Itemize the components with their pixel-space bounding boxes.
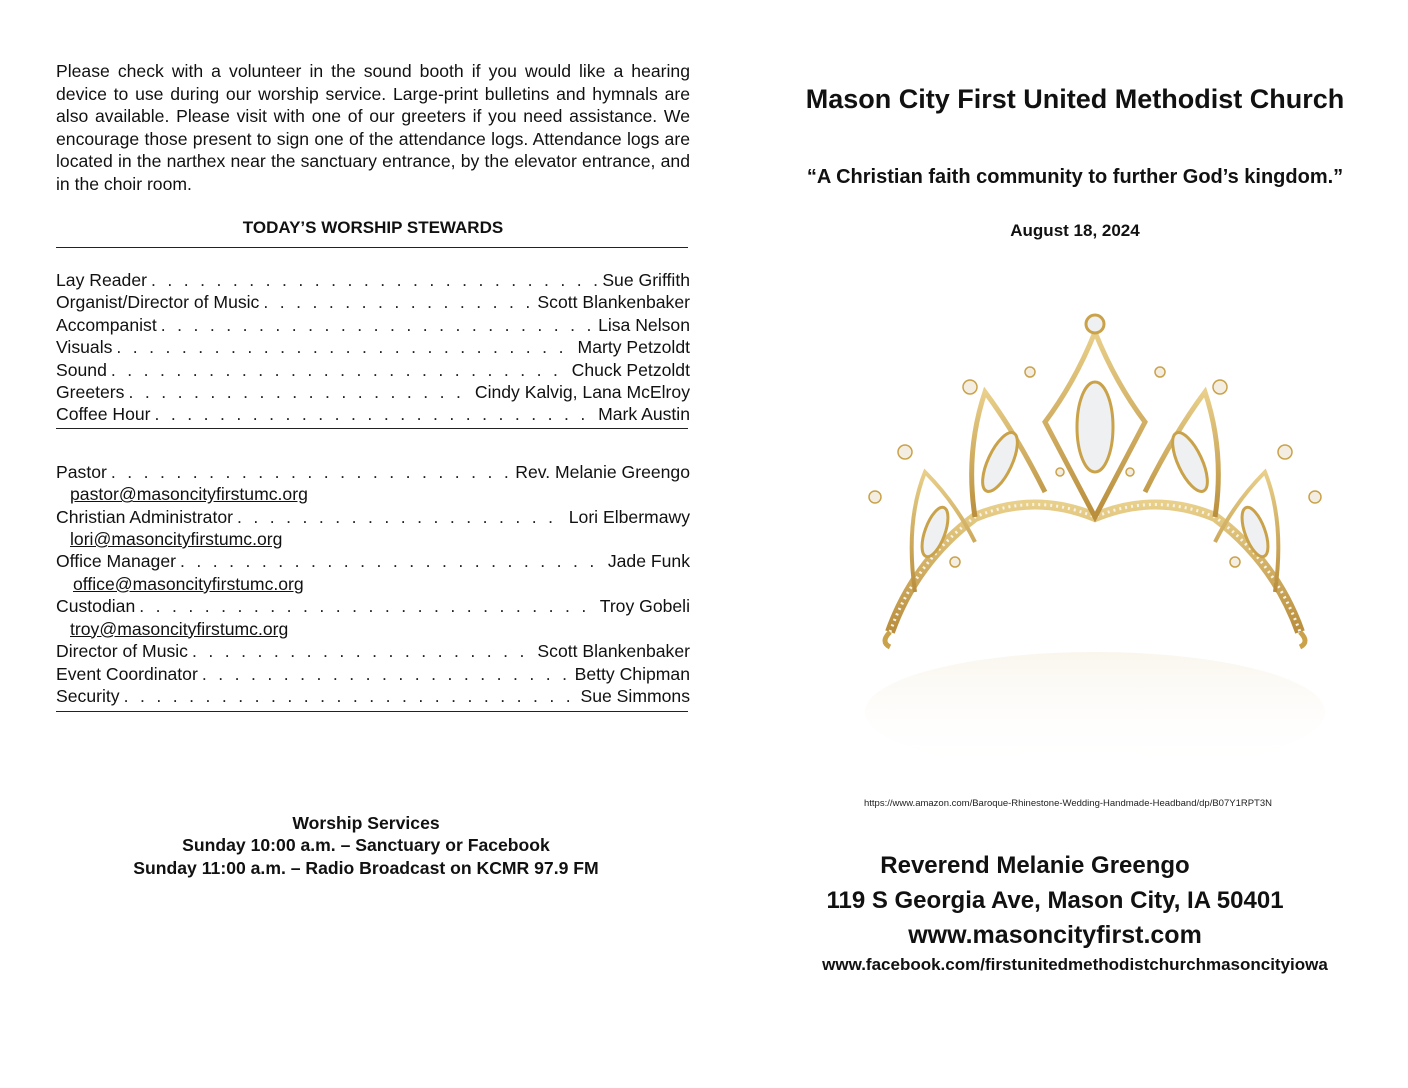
steward-row (56, 314, 690, 336)
staff-role: Office Manager (56, 551, 176, 572)
left-panel (56, 60, 690, 712)
tiara-image (845, 302, 1345, 782)
steward-row (56, 269, 690, 291)
staff-name: Lori Elbermawy (568, 506, 690, 527)
church-name: Mason City First United Methodist Church (805, 84, 1345, 114)
steward-role: Greeters (56, 382, 125, 403)
steward-name: Marty Petzoldt (577, 337, 690, 358)
stewards-list (56, 269, 690, 426)
steward-role: Accompanist (56, 314, 157, 335)
pastor-name: Reverend Melanie Greengo (880, 852, 1190, 879)
steward-name: Chuck Petzoldt (571, 359, 690, 380)
staff-row (56, 506, 690, 528)
steward-role: Organist/Director of Music (56, 292, 260, 313)
worship-services (56, 812, 676, 879)
image-caption: https://www.amazon.com/Baroque-Rhinestone-Wedding-Handmade-Headband/dp/B07Y1RPT3N (863, 798, 1273, 809)
staff-role: Security (56, 685, 120, 706)
steward-role: Visuals (56, 337, 113, 358)
staff-name: Jade Funk (607, 551, 690, 572)
steward-row (56, 381, 690, 403)
website-link[interactable]: www.masoncityfirst.com (908, 921, 1202, 949)
steward-role: Coffee Hour (56, 404, 151, 425)
administrator-email-link[interactable]: lori@masoncityfirstumc.org (70, 529, 283, 550)
staff-name: Betty Chipman (574, 663, 690, 684)
staff-role: Event Coordinator (56, 663, 198, 684)
services-line: Sunday 10:00 a.m. – Sanctuary or Facebook (182, 835, 550, 856)
steward-row (56, 359, 690, 381)
staff-name: Sue Simmons (580, 685, 690, 706)
staff-row (56, 550, 690, 572)
steward-name: Cindy Kalvig, Lana McElroy (474, 382, 690, 403)
divider (56, 711, 688, 712)
pastor-email-link[interactable]: pastor@masoncityfirstumc.org (70, 484, 308, 505)
staff-row (56, 685, 690, 707)
divider (56, 428, 688, 429)
bulletin-date: August 18, 2024 (1010, 221, 1140, 240)
church-motto: “A Christian faith community to further God’s kingdom.” (806, 166, 1344, 188)
staff-name: Rev. Melanie Greengo (515, 461, 690, 482)
staff-row (56, 595, 690, 617)
accessibility-notice: Please check with a volunteer in the sound booth if you would like a hearing device to use during our worship service. Large-print bulletins and hymnals are also available. Please visit with one of our greeters if you need assistance. We encourage those present to sign one of the attendance logs. Attendance logs are located in the narthex near the sanctuary entrance, by the elevator entrance, and in the choir room. (56, 61, 690, 194)
services-title: Worship Services (292, 813, 440, 833)
steward-role: Sound (56, 359, 107, 380)
church-address: 119 S Georgia Ave, Mason City, IA 50401 (826, 887, 1284, 914)
staff-name: Troy Gobeli (599, 596, 690, 617)
steward-row (56, 336, 690, 358)
steward-name: Sue Griffith (602, 270, 690, 290)
steward-row (56, 291, 690, 313)
facebook-link[interactable]: www.facebook.com/firstunitedmethodistchurchmasoncityiowa (822, 955, 1328, 974)
staff-role: Christian Administrator (56, 506, 233, 527)
steward-row (56, 403, 690, 425)
divider (56, 247, 688, 248)
steward-name: Scott Blankenbaker (537, 292, 690, 313)
staff-role: Director of Music (56, 641, 188, 662)
staff-role: Pastor (56, 461, 107, 482)
custodian-email-link[interactable]: troy@masoncityfirstumc.org (70, 618, 289, 639)
staff-list (56, 461, 690, 707)
staff-role: Custodian (56, 596, 136, 617)
steward-name: Mark Austin (598, 404, 690, 425)
staff-row (56, 461, 690, 483)
steward-name: Lisa Nelson (598, 314, 690, 335)
services-line: Sunday 11:00 a.m. – Radio Broadcast on KCMR 97.9 FM (133, 857, 599, 878)
staff-row (56, 663, 690, 685)
steward-role: Lay Reader (56, 270, 147, 290)
staff-row (56, 640, 690, 662)
staff-name: Scott Blankenbaker (537, 641, 690, 662)
stewards-heading: TODAY’S WORSHIP STEWARDS (242, 218, 504, 237)
office-email-link[interactable]: office@masoncityfirstumc.org (73, 573, 304, 594)
